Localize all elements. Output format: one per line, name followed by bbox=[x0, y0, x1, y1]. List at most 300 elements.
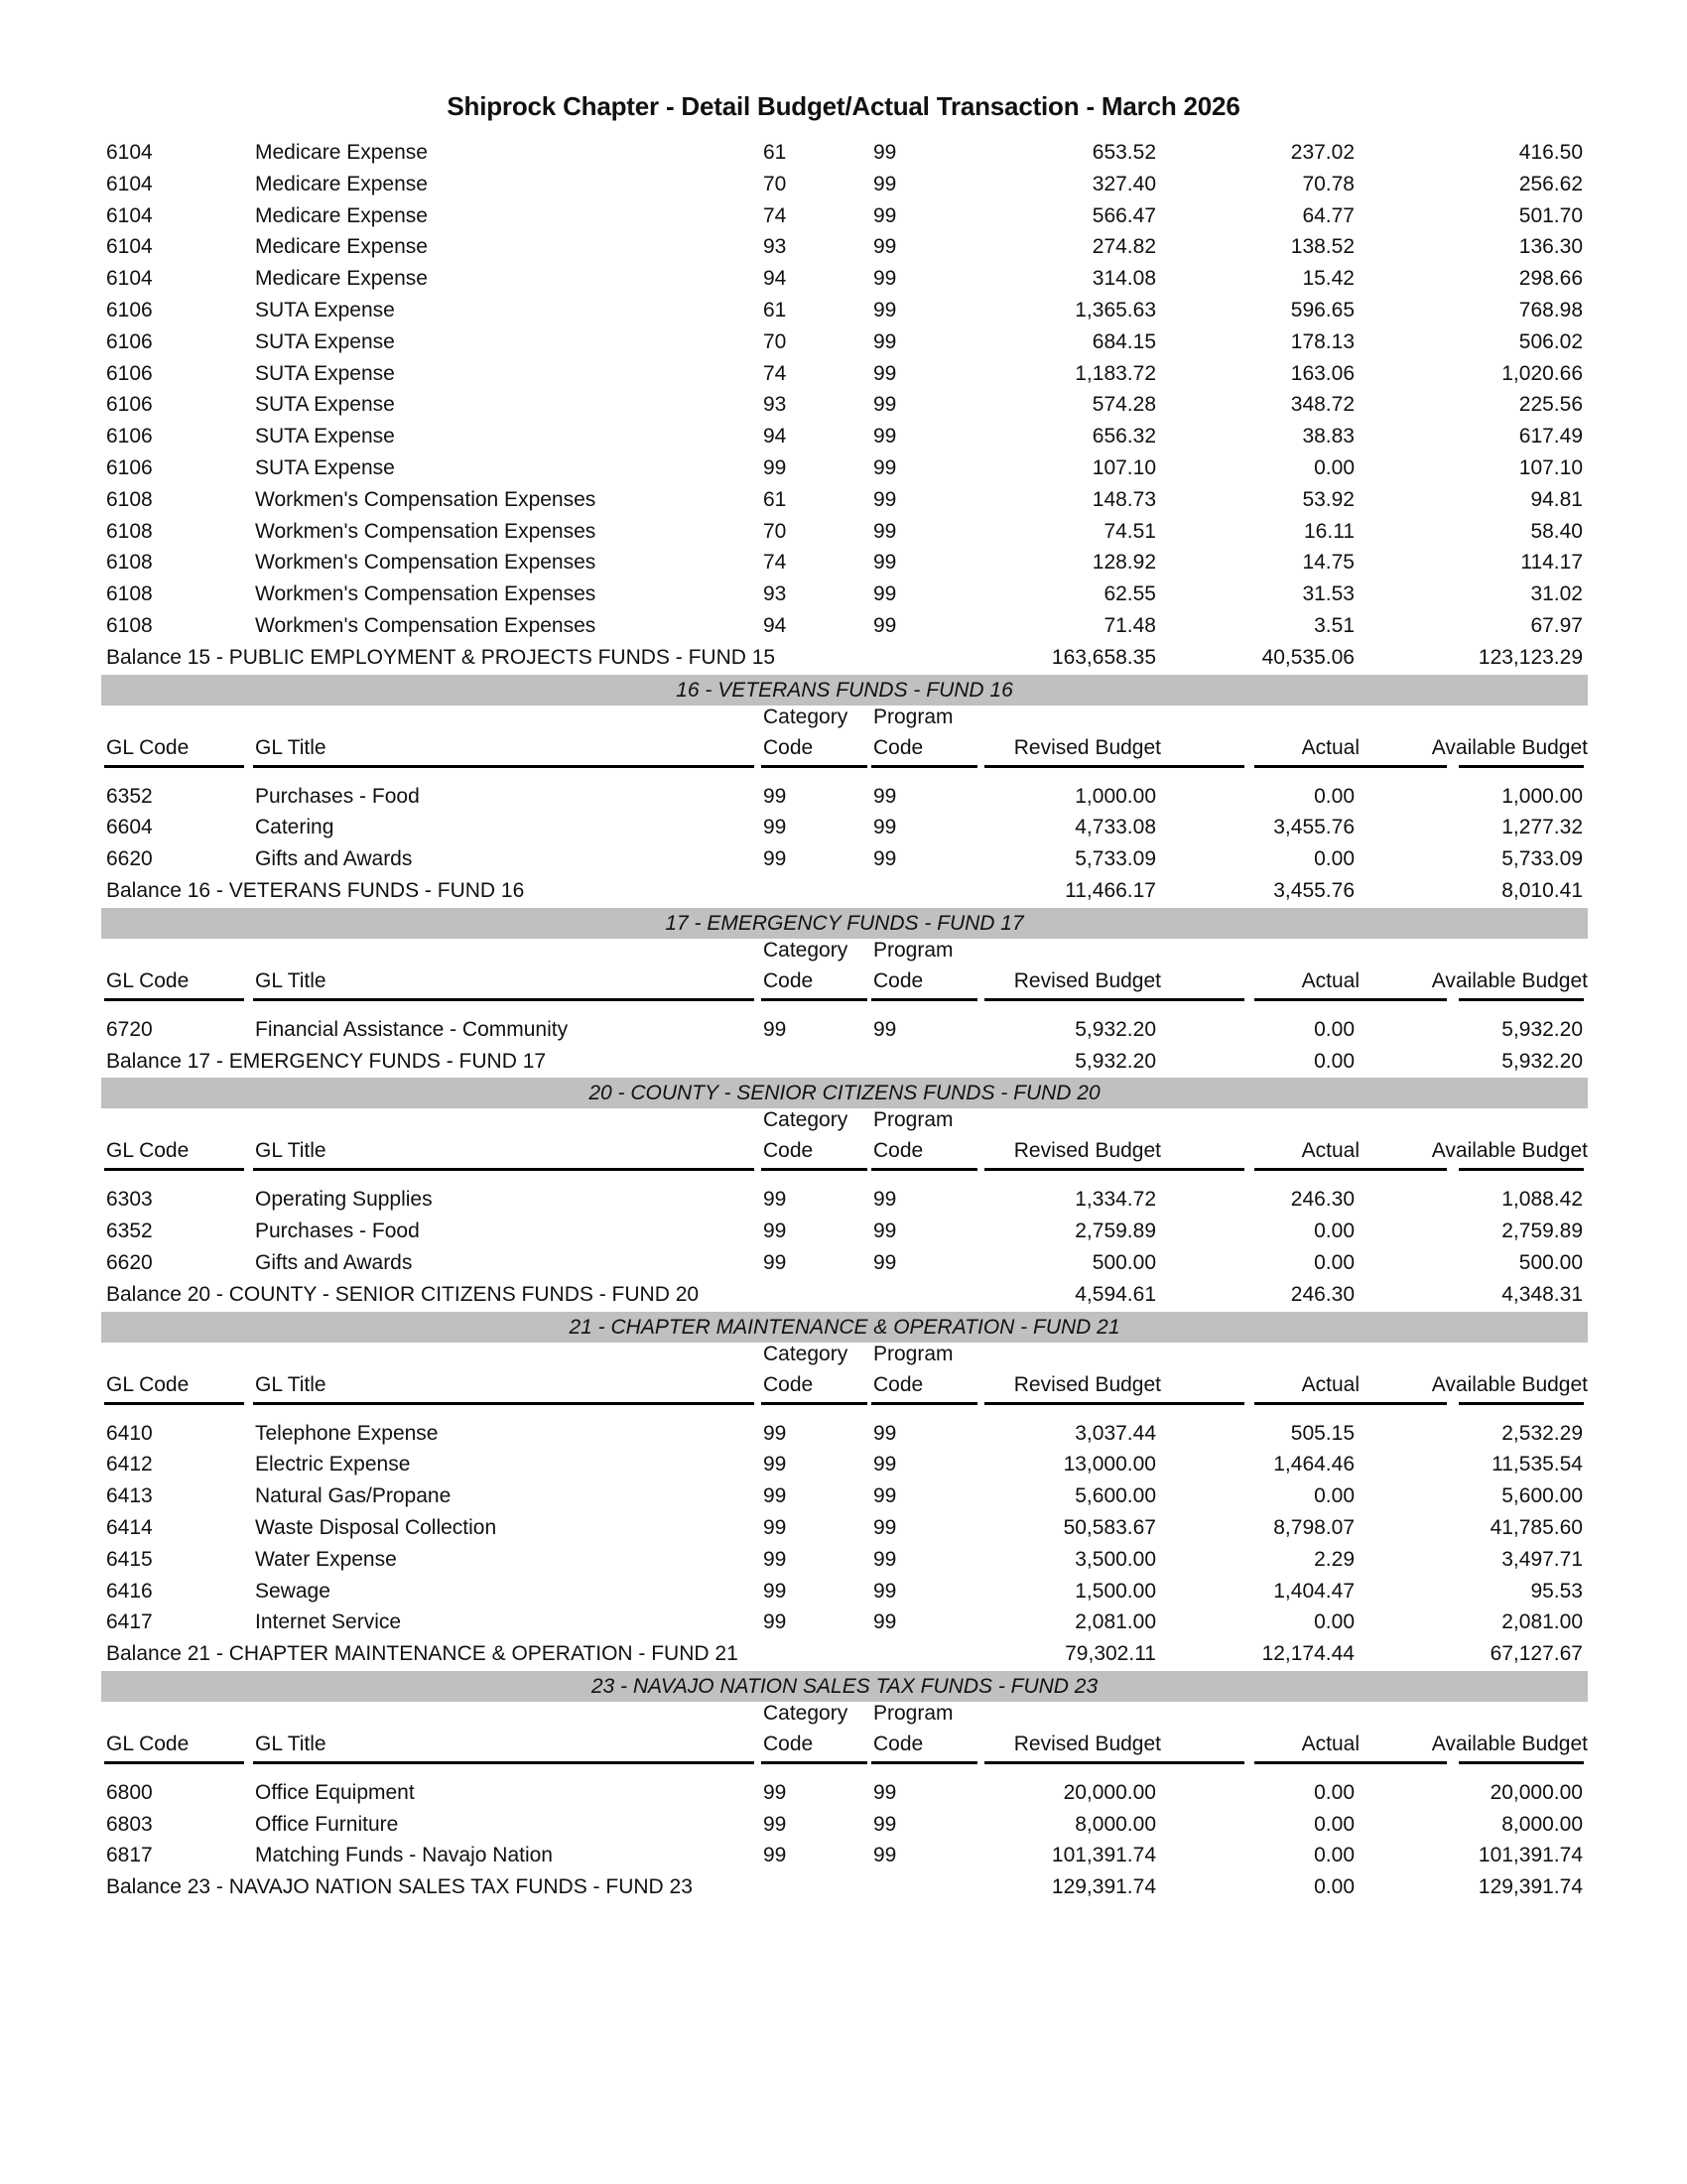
category-code-cell: 99 bbox=[763, 1515, 787, 1539]
program-code-cell: 99 bbox=[873, 425, 897, 449]
gl-code-cell: 6352 bbox=[106, 1220, 153, 1243]
available-budget-cell: 31.02 bbox=[1530, 582, 1583, 606]
header-underline bbox=[871, 998, 977, 1001]
program-header-line2: Code bbox=[873, 1139, 924, 1163]
gl-title-header: GL Title bbox=[255, 1139, 326, 1163]
category-code-cell: 99 bbox=[763, 1017, 787, 1041]
table-row bbox=[101, 452, 1588, 484]
actual-cell: 38.83 bbox=[1302, 425, 1355, 449]
category-code-cell: 61 bbox=[763, 141, 787, 164]
category-code-cell: 99 bbox=[763, 1780, 787, 1804]
category-code-cell: 94 bbox=[763, 267, 787, 291]
available-budget-cell: 416.50 bbox=[1518, 141, 1583, 164]
gl-code-cell: 6414 bbox=[106, 1515, 153, 1539]
table-row bbox=[101, 578, 1588, 610]
gl-code-cell: 6106 bbox=[106, 361, 153, 385]
available-budget-cell: 256.62 bbox=[1518, 172, 1583, 195]
program-code-cell: 99 bbox=[873, 847, 897, 871]
header-underline bbox=[104, 765, 244, 768]
available-budget-cell: 501.70 bbox=[1518, 203, 1583, 227]
actual-cell: 348.72 bbox=[1290, 393, 1355, 417]
balance-label: Balance 23 - NAVAJO NATION SALES TAX FUNDS - FUND 23 bbox=[106, 1875, 693, 1899]
category-header-line1: Category bbox=[763, 1701, 848, 1725]
available-budget-cell: 20,000.00 bbox=[1490, 1780, 1583, 1804]
actual-header: Actual bbox=[1301, 1139, 1360, 1163]
program-code-cell: 99 bbox=[873, 1188, 897, 1212]
revised-budget-cell: 1,365.63 bbox=[1075, 298, 1156, 321]
gl-title-cell: Workmen's Compensation Expenses bbox=[255, 487, 596, 511]
program-code-cell: 99 bbox=[873, 613, 897, 637]
fund-section-header: 23 - NAVAJO NATION SALES TAX FUNDS - FUND 23 bbox=[101, 1671, 1588, 1702]
program-code-cell: 99 bbox=[873, 172, 897, 195]
category-code-cell: 93 bbox=[763, 582, 787, 606]
table-row bbox=[101, 1606, 1588, 1638]
gl-title-cell: Workmen's Compensation Expenses bbox=[255, 551, 596, 575]
gl-code-cell: 6108 bbox=[106, 582, 153, 606]
revised-budget-cell: 8,000.00 bbox=[1075, 1812, 1156, 1836]
gl-code-cell: 6106 bbox=[106, 329, 153, 353]
header-underline bbox=[984, 765, 1244, 768]
available-budget-cell: 2,081.00 bbox=[1501, 1610, 1583, 1634]
actual-cell: 237.02 bbox=[1290, 141, 1355, 164]
revised-budget-cell: 1,334.72 bbox=[1075, 1188, 1156, 1212]
table-row bbox=[101, 610, 1588, 642]
available-budget-cell: 11,535.54 bbox=[1492, 1453, 1583, 1477]
header-spacer bbox=[101, 771, 1588, 781]
revised-budget-cell: 62.55 bbox=[1103, 582, 1156, 606]
gl-code-cell: 6413 bbox=[106, 1484, 153, 1508]
gl-title-cell: Workmen's Compensation Expenses bbox=[255, 613, 596, 637]
header-underline bbox=[104, 1761, 244, 1764]
program-code-cell: 99 bbox=[873, 235, 897, 259]
table-row bbox=[101, 1544, 1588, 1576]
revised-budget-cell: 101,391.74 bbox=[1051, 1844, 1156, 1867]
balance-actual: 246.30 bbox=[1290, 1282, 1355, 1306]
program-code-cell: 99 bbox=[873, 551, 897, 575]
available-budget-cell: 101,391.74 bbox=[1478, 1844, 1583, 1867]
table-row bbox=[101, 1512, 1588, 1544]
revised-budget-cell: 1,000.00 bbox=[1075, 784, 1156, 808]
available-budget-cell: 1,000.00 bbox=[1501, 784, 1583, 808]
table-row bbox=[101, 1247, 1588, 1279]
gl-code-cell: 6415 bbox=[106, 1547, 153, 1571]
header-underline bbox=[871, 765, 977, 768]
fund-section-header: 16 - VETERANS FUNDS - FUND 16 bbox=[101, 675, 1588, 706]
category-header-line2: Code bbox=[763, 1372, 814, 1396]
program-code-cell: 99 bbox=[873, 1484, 897, 1508]
program-code-cell: 99 bbox=[873, 203, 897, 227]
program-code-cell: 99 bbox=[873, 582, 897, 606]
balance-row bbox=[101, 1279, 1588, 1311]
header-underline bbox=[253, 1761, 754, 1764]
balance-actual: 0.00 bbox=[1314, 1049, 1355, 1073]
gl-title-header: GL Title bbox=[255, 1372, 326, 1396]
table-row bbox=[101, 843, 1588, 875]
header-underline bbox=[104, 1402, 244, 1405]
gl-title-cell: SUTA Expense bbox=[255, 298, 395, 321]
balance-available: 123,123.29 bbox=[1478, 645, 1583, 669]
available-budget-cell: 136.30 bbox=[1518, 235, 1583, 259]
header-underline bbox=[761, 998, 867, 1001]
category-code-cell: 99 bbox=[763, 1188, 787, 1212]
gl-code-cell: 6352 bbox=[106, 784, 153, 808]
available-budget-cell: 1,277.32 bbox=[1501, 816, 1583, 839]
category-header-line1: Category bbox=[763, 1342, 848, 1365]
header-underline bbox=[1459, 998, 1584, 1001]
table-row bbox=[101, 1216, 1588, 1247]
table-row bbox=[101, 484, 1588, 516]
gl-title-cell: Medicare Expense bbox=[255, 172, 428, 195]
category-header-line2: Code bbox=[763, 735, 814, 759]
gl-code-cell: 6108 bbox=[106, 613, 153, 637]
category-code-cell: 99 bbox=[763, 847, 787, 871]
balance-row bbox=[101, 875, 1588, 907]
actual-cell: 0.00 bbox=[1314, 1780, 1355, 1804]
actual-cell: 178.13 bbox=[1290, 329, 1355, 353]
gl-code-cell: 6410 bbox=[106, 1421, 153, 1445]
gl-code-cell: 6800 bbox=[106, 1780, 153, 1804]
gl-title-cell: Internet Service bbox=[255, 1610, 402, 1634]
available-budget-cell: 5,733.09 bbox=[1501, 847, 1583, 871]
gl-code-cell: 6720 bbox=[106, 1017, 153, 1041]
balance-row bbox=[101, 642, 1588, 674]
gl-code-header: GL Code bbox=[106, 735, 190, 759]
category-code-cell: 99 bbox=[763, 1812, 787, 1836]
actual-cell: 0.00 bbox=[1314, 455, 1355, 479]
table-row bbox=[101, 137, 1588, 169]
available-budget-cell: 95.53 bbox=[1530, 1579, 1583, 1603]
gl-title-cell: SUTA Expense bbox=[255, 393, 395, 417]
header-spacer bbox=[101, 1174, 1588, 1184]
actual-cell: 15.42 bbox=[1302, 267, 1355, 291]
revised-budget-cell: 107.10 bbox=[1092, 455, 1156, 479]
category-code-cell: 94 bbox=[763, 613, 787, 637]
program-code-cell: 99 bbox=[873, 1220, 897, 1243]
table-row bbox=[101, 1777, 1588, 1809]
header-underline bbox=[1254, 1168, 1447, 1171]
revised-budget-header: Revised Budget bbox=[1013, 1139, 1161, 1163]
gl-title-cell: Workmen's Compensation Expenses bbox=[255, 519, 596, 543]
actual-header: Actual bbox=[1301, 1732, 1360, 1755]
balance-available: 4,348.31 bbox=[1501, 1282, 1583, 1306]
gl-title-cell: Natural Gas/Propane bbox=[255, 1484, 452, 1508]
table-row bbox=[101, 1418, 1588, 1450]
table-row bbox=[101, 516, 1588, 548]
column-header bbox=[101, 1702, 1588, 1767]
revised-budget-cell: 148.73 bbox=[1092, 487, 1156, 511]
gl-title-cell: Matching Funds - Navajo Nation bbox=[255, 1844, 553, 1867]
category-code-cell: 99 bbox=[763, 1484, 787, 1508]
actual-cell: 2.29 bbox=[1314, 1547, 1355, 1571]
actual-cell: 8,798.07 bbox=[1273, 1515, 1355, 1539]
category-code-cell: 99 bbox=[763, 1844, 787, 1867]
table-row bbox=[101, 169, 1588, 200]
header-underline bbox=[1254, 765, 1447, 768]
revised-budget-cell: 3,500.00 bbox=[1075, 1547, 1156, 1571]
program-code-cell: 99 bbox=[873, 267, 897, 291]
category-code-cell: 94 bbox=[763, 425, 787, 449]
table-row bbox=[101, 263, 1588, 295]
column-header bbox=[101, 1108, 1588, 1174]
actual-cell: 1,464.46 bbox=[1273, 1453, 1355, 1477]
gl-code-cell: 6416 bbox=[106, 1579, 153, 1603]
revised-budget-cell: 1,500.00 bbox=[1075, 1579, 1156, 1603]
revised-budget-cell: 20,000.00 bbox=[1063, 1780, 1156, 1804]
gl-code-cell: 6106 bbox=[106, 455, 153, 479]
actual-cell: 0.00 bbox=[1314, 1220, 1355, 1243]
report-title: Shiprock Chapter - Detail Budget/Actual Transaction - March 2026 bbox=[447, 91, 1240, 121]
revised-budget-cell: 3,037.44 bbox=[1075, 1421, 1156, 1445]
program-code-cell: 99 bbox=[873, 519, 897, 543]
available-budget-cell: 67.97 bbox=[1530, 613, 1583, 637]
balance-actual: 40,535.06 bbox=[1261, 645, 1355, 669]
revised-budget-cell: 5,600.00 bbox=[1075, 1484, 1156, 1508]
header-underline bbox=[1459, 1402, 1584, 1405]
revised-budget-cell: 1,183.72 bbox=[1075, 361, 1156, 385]
revised-budget-cell: 2,759.89 bbox=[1075, 1220, 1156, 1243]
actual-cell: 0.00 bbox=[1314, 1017, 1355, 1041]
gl-title-cell: Medicare Expense bbox=[255, 141, 428, 164]
available-budget-cell: 1,088.42 bbox=[1501, 1188, 1583, 1212]
program-code-cell: 99 bbox=[873, 1250, 897, 1274]
header-underline bbox=[1254, 1402, 1447, 1405]
header-underline bbox=[761, 1402, 867, 1405]
actual-cell: 16.11 bbox=[1304, 519, 1355, 543]
actual-cell: 70.78 bbox=[1302, 172, 1355, 195]
gl-title-cell: Workmen's Compensation Expenses bbox=[255, 582, 596, 606]
category-code-cell: 99 bbox=[763, 1610, 787, 1634]
actual-cell: 53.92 bbox=[1302, 487, 1355, 511]
gl-code-header: GL Code bbox=[106, 1732, 190, 1755]
table-row bbox=[101, 781, 1588, 813]
program-code-cell: 99 bbox=[873, 455, 897, 479]
header-underline bbox=[1459, 1761, 1584, 1764]
program-header-line1: Program bbox=[873, 705, 954, 728]
category-header-line1: Category bbox=[763, 705, 848, 728]
table-row bbox=[101, 1576, 1588, 1607]
actual-cell: 64.77 bbox=[1302, 203, 1355, 227]
program-code-cell: 99 bbox=[873, 1453, 897, 1477]
program-code-cell: 99 bbox=[873, 1780, 897, 1804]
gl-title-cell: Catering bbox=[255, 816, 334, 839]
gl-code-header: GL Code bbox=[106, 1372, 190, 1396]
balance-row bbox=[101, 1046, 1588, 1078]
column-header bbox=[101, 1343, 1588, 1408]
available-budget-cell: 2,532.29 bbox=[1501, 1421, 1583, 1445]
actual-cell: 3,455.76 bbox=[1273, 816, 1355, 839]
revised-budget-header: Revised Budget bbox=[1013, 1372, 1161, 1396]
gl-title-cell: Office Furniture bbox=[255, 1812, 399, 1836]
category-code-cell: 99 bbox=[763, 1250, 787, 1274]
program-code-cell: 99 bbox=[873, 141, 897, 164]
category-code-cell: 99 bbox=[763, 816, 787, 839]
category-header-line1: Category bbox=[763, 1108, 848, 1132]
available-budget-cell: 506.02 bbox=[1518, 329, 1583, 353]
header-underline bbox=[984, 1168, 1244, 1171]
actual-header: Actual bbox=[1301, 735, 1360, 759]
header-underline bbox=[984, 1761, 1244, 1764]
balance-label: Balance 15 - PUBLIC EMPLOYMENT & PROJECTS FUNDS - FUND 15 bbox=[106, 645, 776, 669]
gl-code-cell: 6108 bbox=[106, 551, 153, 575]
gl-code-cell: 6106 bbox=[106, 425, 153, 449]
gl-title-cell: Gifts and Awards bbox=[255, 1250, 413, 1274]
table-row bbox=[101, 326, 1588, 358]
gl-code-cell: 6417 bbox=[106, 1610, 153, 1634]
gl-code-cell: 6104 bbox=[106, 203, 153, 227]
header-underline bbox=[984, 1402, 1244, 1405]
revised-budget-cell: 5,932.20 bbox=[1075, 1017, 1156, 1041]
program-code-cell: 99 bbox=[873, 1515, 897, 1539]
available-budget-cell: 41,785.60 bbox=[1490, 1515, 1583, 1539]
gl-title-cell: Telephone Expense bbox=[255, 1421, 439, 1445]
gl-code-cell: 6803 bbox=[106, 1812, 153, 1836]
gl-title-header: GL Title bbox=[255, 1732, 326, 1755]
gl-code-cell: 6104 bbox=[106, 267, 153, 291]
available-budget-cell: 768.98 bbox=[1518, 298, 1583, 321]
available-budget-header: Available Budget bbox=[1431, 735, 1588, 759]
gl-title-cell: Medicare Expense bbox=[255, 267, 428, 291]
header-underline bbox=[761, 765, 867, 768]
program-code-cell: 99 bbox=[873, 1579, 897, 1603]
gl-title-cell: Financial Assistance - Community bbox=[255, 1017, 569, 1041]
table-row bbox=[101, 1184, 1588, 1216]
balance-actual: 0.00 bbox=[1314, 1875, 1355, 1899]
table-row bbox=[101, 1840, 1588, 1871]
gl-code-header: GL Code bbox=[106, 968, 190, 992]
available-budget-cell: 107.10 bbox=[1518, 455, 1583, 479]
fund-section-header: 17 - EMERGENCY FUNDS - FUND 17 bbox=[101, 908, 1588, 939]
actual-header: Actual bbox=[1301, 968, 1360, 992]
table-row bbox=[101, 1809, 1588, 1841]
gl-code-cell: 6817 bbox=[106, 1844, 153, 1867]
gl-code-cell: 6108 bbox=[106, 487, 153, 511]
header-underline bbox=[253, 1402, 754, 1405]
gl-title-cell: Electric Expense bbox=[255, 1453, 411, 1477]
header-spacer bbox=[101, 1767, 1588, 1777]
header-underline bbox=[104, 1168, 244, 1171]
revised-budget-cell: 74.51 bbox=[1103, 519, 1156, 543]
available-budget-cell: 225.56 bbox=[1518, 393, 1583, 417]
revised-budget-cell: 71.48 bbox=[1103, 613, 1156, 637]
header-underline bbox=[1254, 1761, 1447, 1764]
category-code-cell: 70 bbox=[763, 519, 787, 543]
program-code-cell: 99 bbox=[873, 361, 897, 385]
report-table bbox=[101, 137, 1588, 1903]
table-row bbox=[101, 421, 1588, 452]
gl-title-cell: Purchases - Food bbox=[255, 1220, 420, 1243]
category-code-cell: 61 bbox=[763, 298, 787, 321]
program-code-cell: 99 bbox=[873, 1812, 897, 1836]
program-code-cell: 99 bbox=[873, 329, 897, 353]
actual-cell: 163.06 bbox=[1290, 361, 1355, 385]
gl-code-cell: 6104 bbox=[106, 141, 153, 164]
balance-label: Balance 20 - COUNTY - SENIOR CITIZENS FUNDS - FUND 20 bbox=[106, 1282, 700, 1306]
fund-section-header: 20 - COUNTY - SENIOR CITIZENS FUNDS - FUND 20 bbox=[101, 1078, 1588, 1108]
program-code-cell: 99 bbox=[873, 1017, 897, 1041]
category-code-cell: 74 bbox=[763, 203, 787, 227]
table-row bbox=[101, 295, 1588, 326]
revised-budget-cell: 684.15 bbox=[1092, 329, 1156, 353]
category-code-cell: 99 bbox=[763, 1220, 787, 1243]
header-spacer bbox=[101, 1004, 1588, 1014]
table-row bbox=[101, 812, 1588, 843]
available-budget-header: Available Budget bbox=[1431, 1732, 1588, 1755]
program-header-line1: Program bbox=[873, 1701, 954, 1725]
available-budget-cell: 617.49 bbox=[1518, 425, 1583, 449]
gl-title-cell: SUTA Expense bbox=[255, 329, 395, 353]
actual-cell: 0.00 bbox=[1314, 1484, 1355, 1508]
program-code-cell: 99 bbox=[873, 1547, 897, 1571]
available-budget-cell: 2,759.89 bbox=[1501, 1220, 1583, 1243]
program-code-cell: 99 bbox=[873, 816, 897, 839]
balance-label: Balance 16 - VETERANS FUNDS - FUND 16 bbox=[106, 878, 525, 902]
gl-title-header: GL Title bbox=[255, 735, 326, 759]
header-underline bbox=[1459, 765, 1584, 768]
gl-code-cell: 6604 bbox=[106, 816, 153, 839]
gl-code-header: GL Code bbox=[106, 1139, 190, 1163]
available-budget-header: Available Budget bbox=[1431, 1139, 1588, 1163]
revised-budget-cell: 5,733.09 bbox=[1075, 847, 1156, 871]
actual-cell: 505.15 bbox=[1290, 1421, 1355, 1445]
revised-budget-cell: 327.40 bbox=[1092, 172, 1156, 195]
available-budget-header: Available Budget bbox=[1431, 968, 1588, 992]
gl-code-cell: 6620 bbox=[106, 847, 153, 871]
column-header bbox=[101, 706, 1588, 771]
header-underline bbox=[104, 998, 244, 1001]
category-code-cell: 70 bbox=[763, 329, 787, 353]
revised-budget-cell: 500.00 bbox=[1092, 1250, 1156, 1274]
available-budget-cell: 5,932.20 bbox=[1501, 1017, 1583, 1041]
balance-available: 5,932.20 bbox=[1501, 1049, 1583, 1073]
program-header-line1: Program bbox=[873, 938, 954, 962]
header-underline bbox=[871, 1402, 977, 1405]
gl-title-cell: Gifts and Awards bbox=[255, 847, 413, 871]
balance-revised: 4,594.61 bbox=[1075, 1282, 1156, 1306]
column-header bbox=[101, 939, 1588, 1004]
available-budget-cell: 500.00 bbox=[1518, 1250, 1583, 1274]
gl-title-cell: Waste Disposal Collection bbox=[255, 1515, 497, 1539]
available-budget-cell: 8,000.00 bbox=[1501, 1812, 1583, 1836]
balance-revised: 129,391.74 bbox=[1051, 1875, 1156, 1899]
gl-title-cell: Sewage bbox=[255, 1579, 330, 1603]
actual-cell: 0.00 bbox=[1314, 784, 1355, 808]
category-header-line1: Category bbox=[763, 938, 848, 962]
gl-code-cell: 6106 bbox=[106, 298, 153, 321]
table-row bbox=[101, 231, 1588, 263]
category-code-cell: 99 bbox=[763, 1579, 787, 1603]
gl-title-cell: Medicare Expense bbox=[255, 203, 428, 227]
category-code-cell: 99 bbox=[763, 1453, 787, 1477]
balance-row bbox=[101, 1638, 1588, 1670]
revised-budget-cell: 128.92 bbox=[1092, 551, 1156, 575]
program-code-cell: 99 bbox=[873, 1844, 897, 1867]
table-row bbox=[101, 547, 1588, 578]
gl-code-cell: 6412 bbox=[106, 1453, 153, 1477]
gl-title-cell: Purchases - Food bbox=[255, 784, 420, 808]
fund-section-header: 21 - CHAPTER MAINTENANCE & OPERATION - FUND 21 bbox=[101, 1312, 1588, 1343]
revised-budget-cell: 566.47 bbox=[1092, 203, 1156, 227]
revised-budget-cell: 314.08 bbox=[1092, 267, 1156, 291]
revised-budget-header: Revised Budget bbox=[1013, 735, 1161, 759]
header-underline bbox=[761, 1168, 867, 1171]
gl-code-cell: 6104 bbox=[106, 172, 153, 195]
header-underline bbox=[253, 998, 754, 1001]
balance-available: 129,391.74 bbox=[1478, 1875, 1583, 1899]
balance-available: 8,010.41 bbox=[1501, 878, 1583, 902]
balance-revised: 79,302.11 bbox=[1065, 1642, 1156, 1666]
revised-budget-header: Revised Budget bbox=[1013, 1732, 1161, 1755]
header-spacer bbox=[101, 1408, 1588, 1418]
